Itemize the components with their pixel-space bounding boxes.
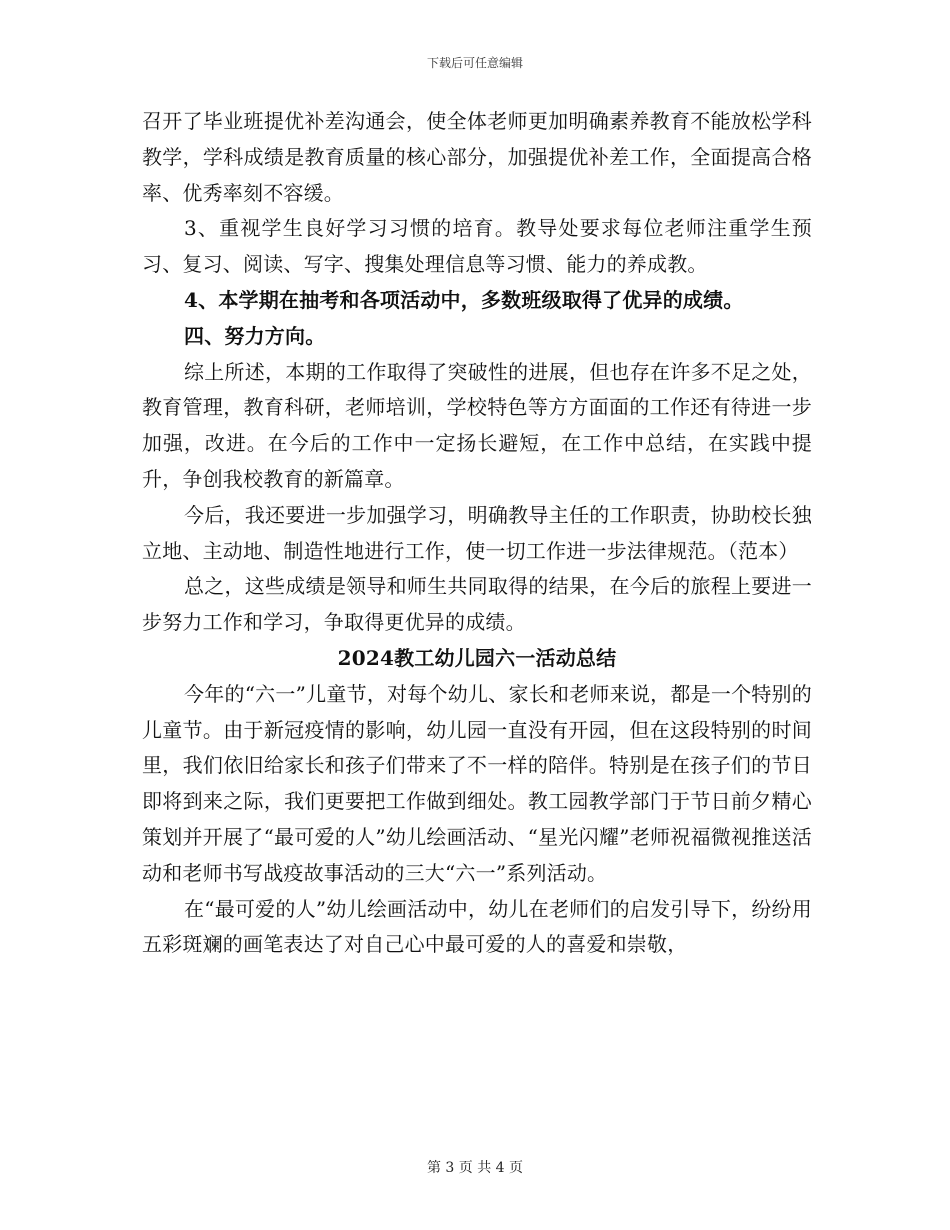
paragraph-7: 总之，这些成绩是领导和师生共同取得的结果，在今后的旅程上要进一步努力工作和学习，争取得更优异的成绩。: [142, 574, 812, 635]
paragraph-2: 3、重视学生良好学习习惯的培育。教导处要求每位老师注重学生预习、复习、阅读、写字、搜集处理信息等习惯、能力的养成教。: [142, 216, 812, 277]
paragraph-9: 在“最可爱的人”幼儿绘画活动中，幼儿在老师们的启发引导下，纷纷用五彩斑斓的画笔表达了对自己心中最可爱的人的喜爱和崇敬，: [142, 896, 812, 957]
paragraph-6: 今后，我还要进一步加强学习，明确教导主任的工作职责，协助校长独立地、主动地、制造性地进行工作，使一切工作进一步法律规范。（范本）: [142, 502, 812, 563]
document-body: [142, 104, 812, 963]
paragraph-8: 今年的“六一”儿童节，对每个幼儿、家长和老师来说，都是一个特别的儿童节。由于新冠疫情的影响，幼儿园一直没有开园，但在这段特别的时间里，我们依旧给家长和孩子们带来了不一样的陪伴。特别是在孩子们的节日即将到来之际，我们更要把工作做到细处。教工园教学部门于节日前夕精心策划并开展了“最可爱的人”幼儿绘画活动、“星光闪耀”老师祝福微视推送活动和老师书写战疫故事活动的三大“六一”系列活动。: [142, 681, 812, 885]
paragraph-3: 4、本学期在抽考和各项活动中，多数班级取得了优异的成绩。: [184, 287, 744, 312]
paragraph-5: 综上所述，本期的工作取得了突破性的进展，但也存在许多不足之处，教育管理，教育科研，老师培训，学校特色等方方面面的工作还有待进一步加强，改进。在今后的工作中一定扬长避短，在工作中总结，在实践中提升，争创我校教育的新篇章。: [142, 359, 812, 491]
page-header: 下载后可任意编辑: [426, 56, 523, 70]
paragraph-1: 召开了毕业班提优补差沟通会，使全体老师更加明确素养教育不能放松学科教学，学科成绩是教育质量的核心部分，加强提优补差工作，全面提高合格率、优秀率刻不容缓。: [142, 109, 812, 205]
page-footer: 第 3 页 共 4 页: [426, 1160, 524, 1176]
document-title: 2024教工幼儿园六一活动总结: [337, 645, 617, 670]
section-heading: 四、努力方向。: [184, 323, 326, 348]
